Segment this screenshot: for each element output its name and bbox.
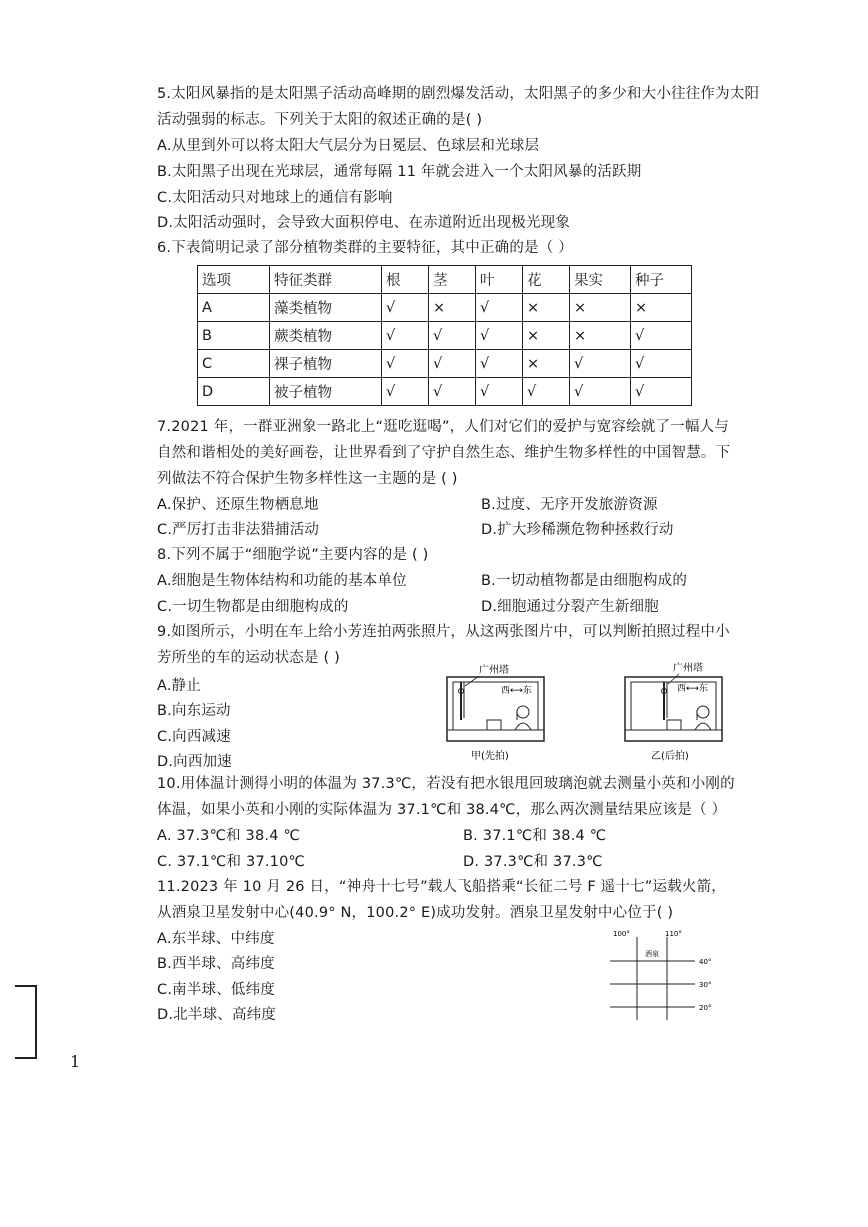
q11-option-c: C.南半球、低纬度 — [157, 982, 276, 998]
table-cell: √ — [382, 350, 429, 378]
q7-option-a: A.保护、还原生物栖息地 — [157, 497, 319, 513]
q6-stem: 6.下表简明记录了部分植物类群的主要特征，其中正确的是（ ） — [157, 240, 573, 256]
table-header-cell: 果实 — [570, 266, 631, 294]
q11-option-a: A.东半球、中纬度 — [157, 931, 275, 947]
longitude-label: 100° — [613, 930, 630, 938]
table-header-cell: 特征类群 — [270, 266, 382, 294]
latitude-label: 20° — [699, 1004, 712, 1012]
table-cell: 藻类植物 — [270, 294, 382, 322]
table-header-row — [198, 266, 692, 294]
table-cell: 被子植物 — [270, 378, 382, 406]
table-header-cell: 花 — [523, 266, 570, 294]
table-cell: 蕨类植物 — [270, 322, 382, 350]
q9-stem-line1: 9.如图所示，小明在车上给小芳连拍两张照片，从这两张图片中，可以判断拍照过程中小 — [157, 624, 730, 640]
table-cell: √ — [476, 378, 523, 406]
table-cell: √ — [382, 322, 429, 350]
q7-stem-line3: 列做法不符合保护生物多样性这一主题的是 ( ) — [157, 471, 458, 487]
table-cell: √ — [476, 322, 523, 350]
car-photo-first — [445, 660, 547, 765]
table-cell: × — [631, 294, 692, 322]
table-header-cell: 选项 — [198, 266, 270, 294]
table-cell: √ — [429, 322, 476, 350]
table-cell: √ — [570, 378, 631, 406]
table-cell: × — [523, 322, 570, 350]
table-cell: D — [198, 378, 270, 406]
table-header-cell: 叶 — [476, 266, 523, 294]
q9-stem-line2: 芳所坐的车的运动状态是 ( ) — [157, 650, 341, 666]
q8-option-b: B.一切动植物都是由细胞构成的 — [481, 573, 688, 589]
table-cell: √ — [523, 378, 570, 406]
table-row — [198, 378, 692, 406]
q7-option-b: B.过度、无序开发旅游资源 — [481, 497, 658, 513]
q10-option-a: A. 37.3℃和 38.4 ℃ — [157, 828, 300, 844]
table-cell: × — [570, 294, 631, 322]
longitude-label: 110° — [665, 930, 682, 938]
q8-option-a: A.细胞是生物体结构和功能的基本单位 — [157, 573, 407, 589]
figure-caption: 甲(先拍) — [471, 751, 509, 762]
q7-option-c: C.严厉打击非法猎捕活动 — [157, 522, 320, 538]
q8-stem: 8.下列不属于“细胞学说”主要内容的是 ( ) — [157, 547, 429, 563]
q5-option-b: B.太阳黑子出现在光球层，通常每隔 11 年就会进入一个太阳风暴的活跃期 — [157, 164, 642, 180]
table-cell: × — [429, 294, 476, 322]
table-cell: √ — [631, 378, 692, 406]
binding-bracket — [15, 985, 37, 1059]
table-cell: √ — [382, 378, 429, 406]
q10-stem-line1: 10.用体温计测得小明的体温为 37.3℃，若没有把水银甩回玻璃泡就去测量小英和小刚的 — [157, 776, 735, 792]
table-cell: √ — [631, 350, 692, 378]
q10-option-b: B. 37.1℃和 38.4 ℃ — [463, 828, 607, 844]
latitude-label: 40° — [699, 958, 712, 966]
q11-option-d: D.北半球、高纬度 — [157, 1007, 277, 1023]
q9-option-c: C.向西减速 — [157, 729, 231, 745]
tower-label: 广州塔 — [479, 665, 509, 676]
car-photo-second — [623, 660, 725, 765]
table-header-cell: 茎 — [429, 266, 476, 294]
plant-features-table — [197, 265, 692, 406]
q5-stem-line2: 活动强弱的标志。下列关于太阳的叙述正确的是( ) — [157, 112, 483, 128]
place-label: 酒泉 — [645, 950, 659, 958]
q7-stem-line2: 自然和谐相处的美好画卷，让世界看到了守护自然生态、维护生物多样性的中国智慧。下 — [157, 445, 731, 461]
q7-option-d: D.扩大珍稀濒危物种拯救行动 — [481, 522, 674, 538]
q8-option-d: D.细胞通过分裂产生新细胞 — [481, 599, 659, 615]
q9-option-b: B.向东运动 — [157, 703, 231, 719]
q5-option-a: A.从里到外可以将太阳大气层分为日冕层、色球层和光球层 — [157, 138, 540, 154]
q9-option-a: A.静止 — [157, 678, 202, 694]
table-cell: √ — [429, 350, 476, 378]
table-row — [198, 294, 692, 322]
q5-option-d: D.太阳活动强时，会导致大面积停电、在赤道附近出现极光现象 — [157, 215, 571, 231]
direction-label: 西⟷东 — [501, 686, 532, 696]
table-cell: × — [523, 350, 570, 378]
q5-option-c: C.太阳活动只对地球上的通信有影响 — [157, 190, 393, 206]
page-number: 1 — [70, 1052, 81, 1071]
q11-stem-line2: 从酒泉卫星发射中心(40.9° N，100.2° E)成功发射。酒泉卫星发射中心位于( ) — [157, 905, 674, 921]
q9-option-d: D.向西加速 — [157, 754, 232, 770]
q11-stem-line1: 11.2023 年 10 月 26 日，“神舟十七号”载人飞船搭乘“长征二号 F 遥十七”运载火箭， — [157, 879, 727, 895]
table-cell: √ — [429, 378, 476, 406]
table-row — [198, 350, 692, 378]
tower-label: 广州塔 — [673, 663, 703, 674]
q10-stem-line2: 体温，如果小英和小刚的实际体温为 37.1℃和 38.4℃，那么两次测量结果应该是（ ） — [157, 802, 727, 818]
table-header-cell: 根 — [382, 266, 429, 294]
table-cell: √ — [382, 294, 429, 322]
table-cell: × — [523, 294, 570, 322]
q10-option-c: C. 37.1℃和 37.10℃ — [157, 854, 306, 870]
table-cell: C — [198, 350, 270, 378]
table-cell: 裸子植物 — [270, 350, 382, 378]
latitude-label: 30° — [699, 981, 712, 989]
q7-stem-line1: 7.2021 年，一群亚洲象一路北上“逛吃逛喝”，人们对它们的爱护与宽容绘就了一幅人与 — [157, 419, 729, 435]
direction-label: 西⟷东 — [677, 684, 708, 694]
table-cell: B — [198, 322, 270, 350]
table-cell: √ — [570, 350, 631, 378]
table-cell: × — [570, 322, 631, 350]
q5-stem-line1: 5.太阳风暴指的是太阳黑子活动高峰期的剧烈爆发活动，太阳黑子的多少和大小往往作为太阳 — [157, 86, 760, 102]
table-cell: A — [198, 294, 270, 322]
latitude-longitude-map — [605, 925, 725, 1025]
table-cell: √ — [476, 294, 523, 322]
q8-option-c: C.一切生物都是由细胞构成的 — [157, 599, 349, 615]
table-row — [198, 322, 692, 350]
table-cell: √ — [631, 322, 692, 350]
table-cell: √ — [476, 350, 523, 378]
table-header-cell: 种子 — [631, 266, 692, 294]
q10-option-d: D. 37.3℃和 37.3℃ — [463, 854, 603, 870]
figure-caption: 乙(后拍) — [651, 751, 689, 762]
q11-option-b: B.西半球、高纬度 — [157, 956, 275, 972]
